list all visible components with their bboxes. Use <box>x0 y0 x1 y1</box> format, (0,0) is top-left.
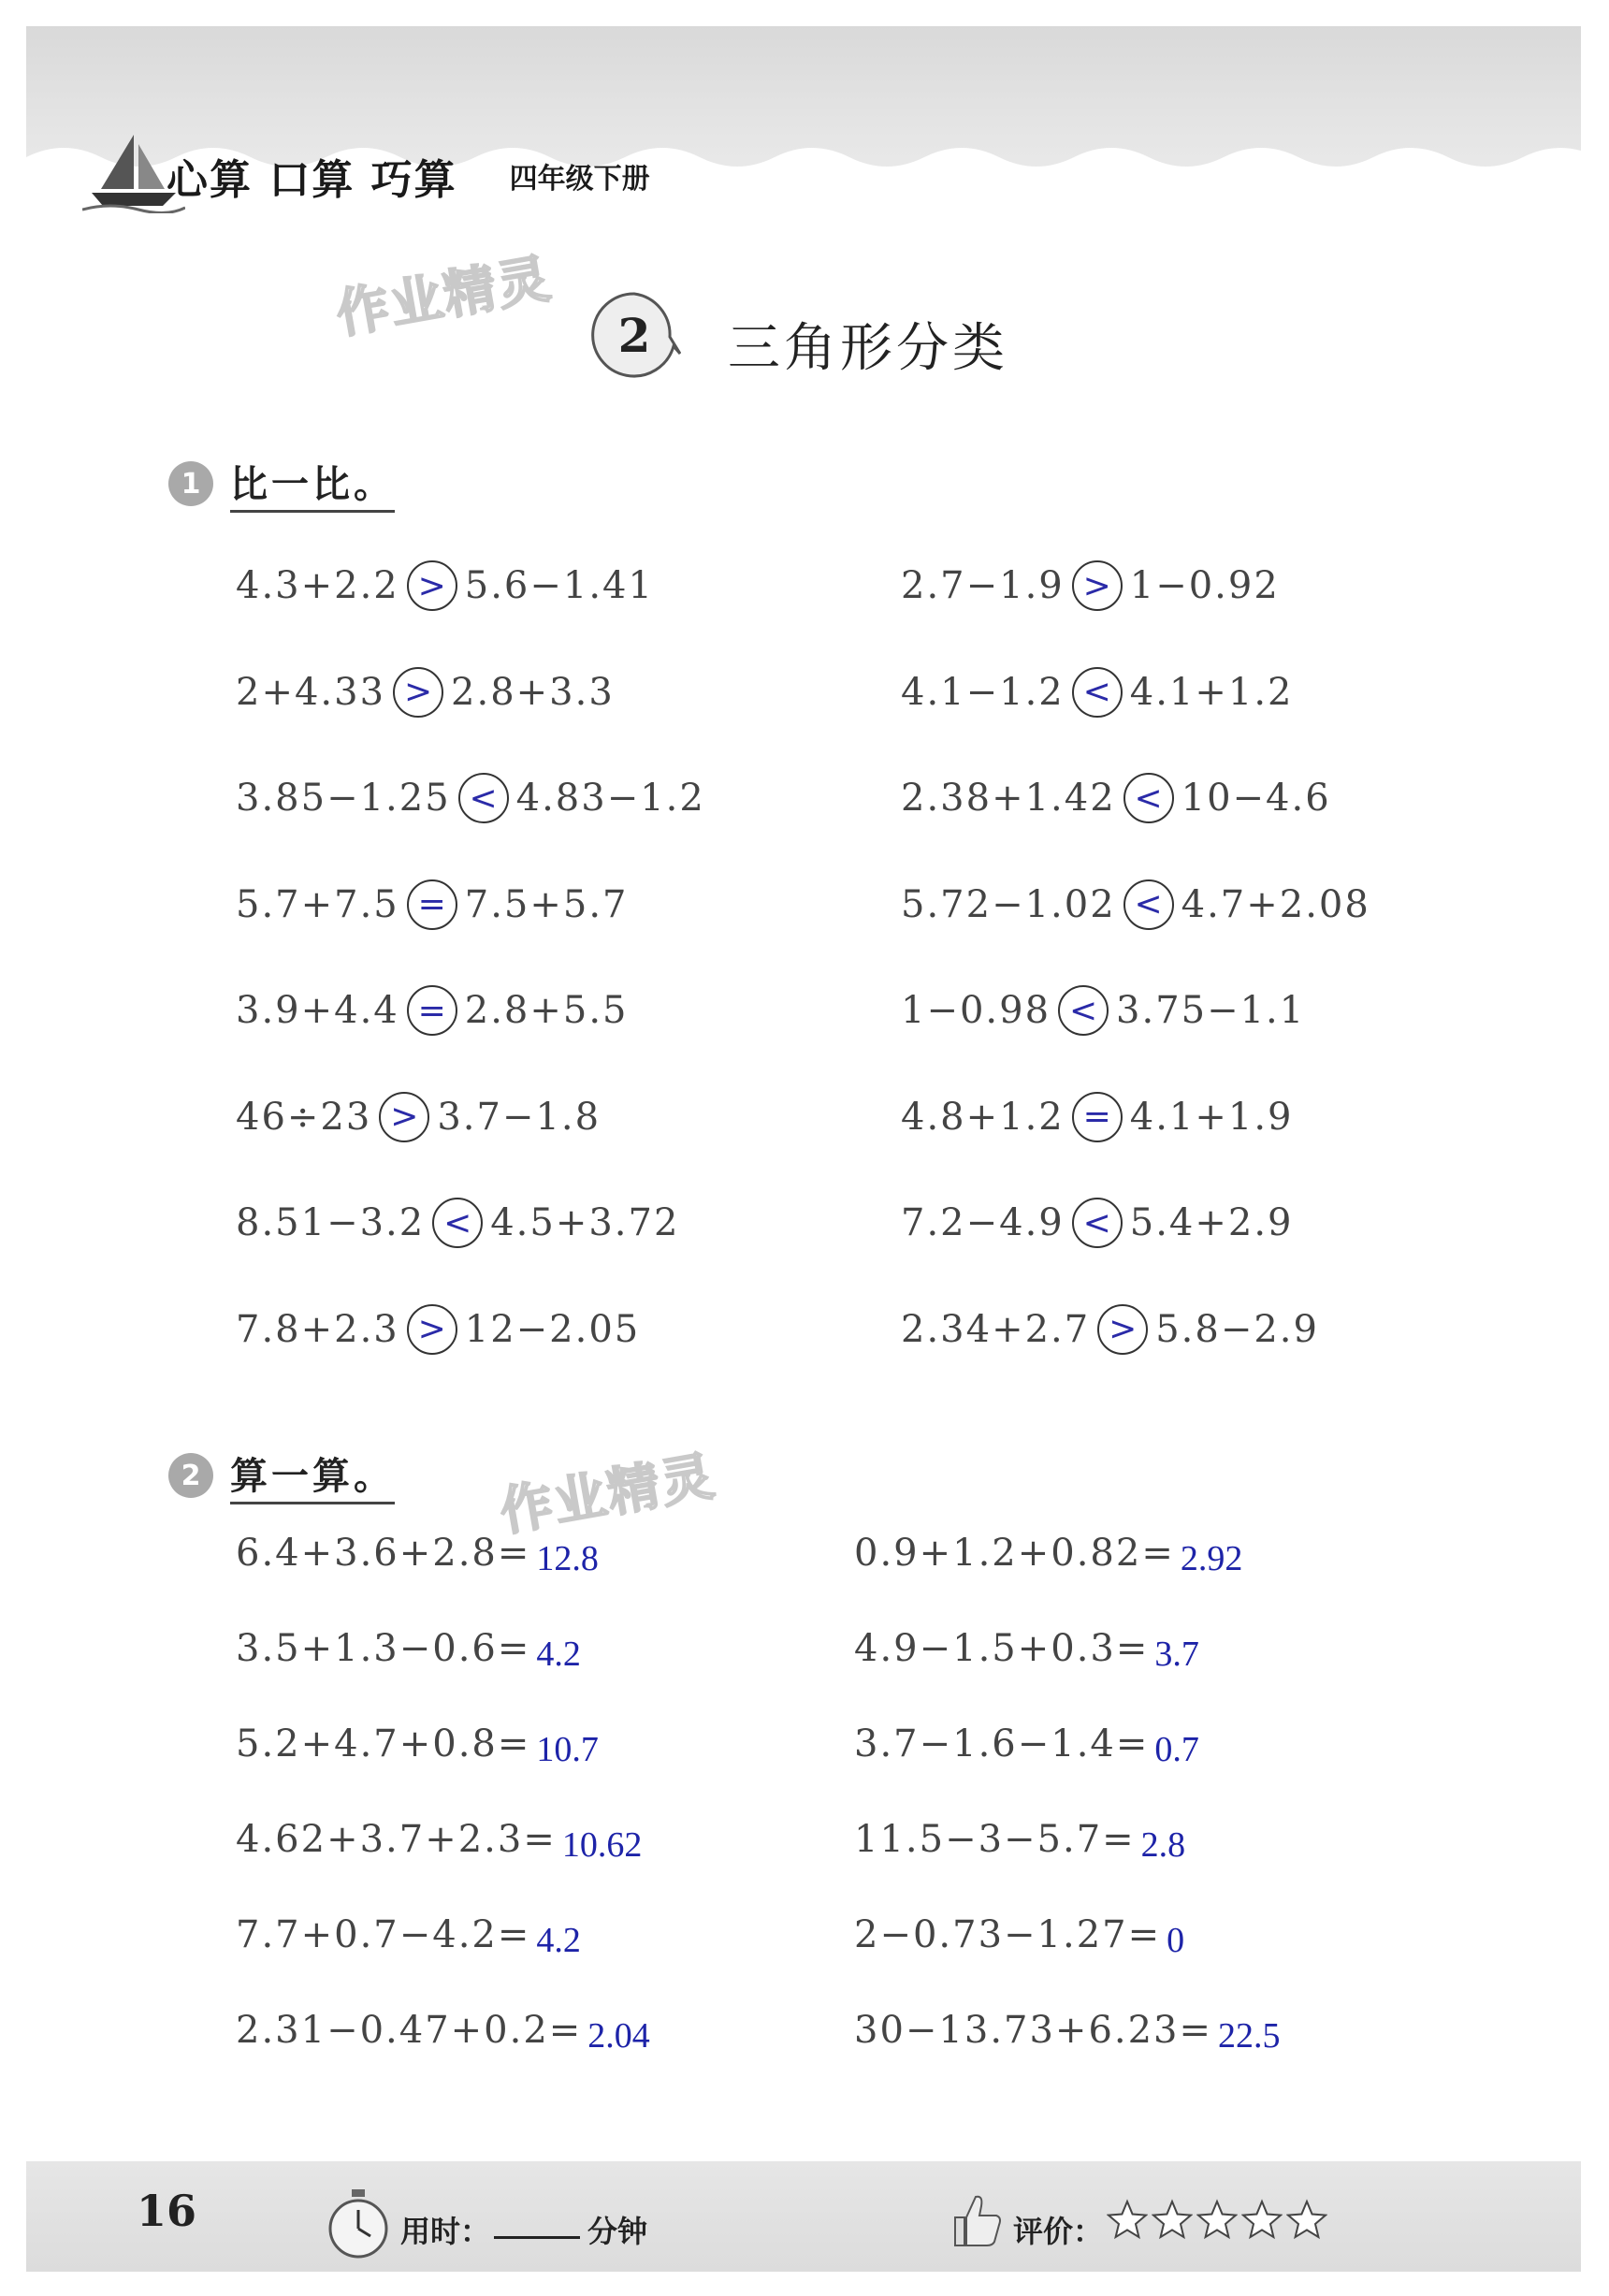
calc-answer[interactable]: 22.5 <box>1218 2016 1281 2056</box>
section-2-title: 算一算。 <box>230 1446 395 1504</box>
compare-item <box>236 768 705 828</box>
right-expression: 4.1+1.2 <box>1129 670 1294 714</box>
compare-item <box>901 1300 1319 1359</box>
calc-answer[interactable]: 3.7 <box>1154 1635 1199 1674</box>
comparison-answer-circle[interactable]: = <box>1072 1092 1123 1142</box>
calc-answer[interactable]: 10.62 <box>561 1825 643 1865</box>
compare-item <box>236 1087 601 1147</box>
comparison-answer-circle[interactable]: < <box>1072 667 1123 718</box>
star-icon[interactable] <box>1107 2199 1148 2240</box>
right-expression: 4.7+2.08 <box>1181 882 1370 926</box>
rating-label: 评价： <box>1013 2214 1104 2249</box>
calc-answer[interactable]: 2.8 <box>1140 1825 1186 1865</box>
calc-answer[interactable]: 10.7 <box>536 1730 599 1769</box>
compare-item <box>901 981 1305 1040</box>
section-2-heading <box>168 1446 395 1504</box>
lesson-title: 三角形分类 <box>728 318 1008 379</box>
compare-item <box>236 1300 640 1359</box>
calc-answer[interactable]: 2.04 <box>587 2016 650 2056</box>
lesson-number: 2 <box>617 307 651 363</box>
right-expression: 1−0.92 <box>1129 564 1280 607</box>
right-expression: 4.5+3.72 <box>490 1201 680 1244</box>
calc-answer[interactable]: 4.2 <box>536 1921 581 1960</box>
right-expression: 4.83−1.2 <box>515 777 705 820</box>
comparison-answer-circle[interactable]: > <box>407 1304 457 1355</box>
left-expression: 5.7+7.5 <box>236 882 399 926</box>
right-expression: 5.8−2.9 <box>1155 1307 1319 1351</box>
stopwatch-icon <box>326 2187 391 2260</box>
compare-item <box>901 556 1280 616</box>
comparison-answer-circle[interactable]: > <box>1097 1304 1148 1355</box>
comparison-answer-circle[interactable]: = <box>407 985 457 1036</box>
calc-answer[interactable]: 12.8 <box>536 1539 599 1578</box>
calc-item <box>854 1523 1242 1583</box>
left-expression: 2.34+2.7 <box>901 1307 1091 1351</box>
comparison-answer-circle[interactable]: < <box>1058 985 1109 1036</box>
section-1-heading <box>168 455 395 513</box>
star-icon[interactable] <box>1152 2199 1193 2240</box>
left-expression: 1−0.98 <box>901 989 1051 1032</box>
calc-answer[interactable]: 4.2 <box>536 1635 581 1674</box>
comparison-answer-circle[interactable]: > <box>379 1092 429 1142</box>
right-expression: 2.8+3.3 <box>451 670 615 714</box>
watermark: 作业精灵 <box>331 248 557 346</box>
comparison-answer-circle[interactable]: < <box>1072 1198 1123 1248</box>
calc-item <box>854 2000 1281 2060</box>
calc-answer[interactable]: 0 <box>1167 1921 1185 1960</box>
comparison-answer-circle[interactable]: > <box>407 560 457 611</box>
right-expression: 10−4.6 <box>1181 777 1331 820</box>
right-expression: 3.75−1.1 <box>1116 989 1306 1032</box>
thumbs-up-icon <box>948 2189 1004 2251</box>
compare-item <box>236 1193 679 1253</box>
comparison-answer-circle[interactable]: = <box>407 879 457 930</box>
left-expression: 8.51−3.2 <box>236 1201 426 1244</box>
calc-expression: 2.31−0.47+0.2= <box>236 2009 583 2052</box>
section-2-number-icon: 2 <box>168 1453 213 1498</box>
rating-stars[interactable] <box>1107 2199 1327 2240</box>
left-expression: 7.2−4.9 <box>901 1201 1065 1244</box>
calc-item <box>854 1809 1185 1869</box>
calc-expression: 4.9−1.5+0.3= <box>854 1627 1150 1670</box>
calc-item <box>236 1523 599 1583</box>
time-blank[interactable] <box>494 2236 580 2239</box>
left-expression: 2.38+1.42 <box>901 777 1116 820</box>
calc-item <box>236 1714 599 1774</box>
section-1-title: 比一比。 <box>230 455 395 513</box>
compare-item <box>901 768 1331 828</box>
grade-label: 四年级下册 <box>509 163 650 196</box>
compare-item <box>901 875 1370 935</box>
compare-item <box>236 875 629 935</box>
comparison-answer-circle[interactable]: < <box>1123 773 1174 823</box>
left-expression: 7.8+2.3 <box>236 1307 399 1351</box>
calc-item <box>236 1809 642 1869</box>
calc-expression: 4.62+3.7+2.3= <box>236 1818 557 1861</box>
compare-item <box>901 662 1294 722</box>
header-title <box>167 138 650 213</box>
left-expression: 3.9+4.4 <box>236 989 399 1032</box>
comparison-answer-circle[interactable]: < <box>458 773 509 823</box>
left-expression: 5.72−1.02 <box>901 882 1116 926</box>
right-expression: 12−2.05 <box>464 1307 641 1351</box>
left-expression: 4.1−1.2 <box>901 670 1065 714</box>
star-icon[interactable] <box>1196 2199 1238 2240</box>
comparison-answer-circle[interactable]: < <box>1123 879 1174 930</box>
left-expression: 2+4.33 <box>236 670 386 714</box>
star-icon[interactable] <box>1286 2199 1327 2240</box>
calc-item <box>236 1619 581 1678</box>
workbook-page <box>26 26 1581 2272</box>
calc-item <box>236 2000 650 2060</box>
compare-item <box>901 1087 1294 1147</box>
comparison-answer-circle[interactable]: < <box>432 1198 483 1248</box>
right-expression: 7.5+5.7 <box>464 882 629 926</box>
star-icon[interactable] <box>1241 2199 1283 2240</box>
compare-item <box>236 556 654 616</box>
comparison-answer-circle[interactable]: > <box>1072 560 1123 611</box>
left-expression: 3.85−1.25 <box>236 777 451 820</box>
calc-expression: 7.7+0.7−4.2= <box>236 1913 531 1956</box>
calc-expression: 3.7−1.6−1.4= <box>854 1722 1150 1766</box>
calc-item <box>854 1714 1199 1774</box>
comparison-answer-circle[interactable]: > <box>393 667 443 718</box>
calc-expression: 30−13.73+6.23= <box>854 2009 1213 2052</box>
page-number: 16 <box>136 2186 196 2236</box>
watermark: 作业精灵 <box>495 1446 720 1544</box>
calc-item <box>236 1905 581 1965</box>
brand-logo: 心算 口算 巧算 <box>167 156 457 204</box>
compare-item <box>901 1193 1294 1253</box>
calc-expression: 2−0.73−1.27= <box>854 1913 1162 1956</box>
compare-item <box>236 981 629 1040</box>
right-expression: 5.6−1.41 <box>464 564 654 607</box>
calc-expression: 3.5+1.3−0.6= <box>236 1627 531 1670</box>
calc-expression: 6.4+3.6+2.8= <box>236 1532 531 1575</box>
calc-answer[interactable]: 0.7 <box>1154 1730 1199 1769</box>
footer-band <box>26 2161 1581 2272</box>
right-expression: 5.4+2.9 <box>1129 1201 1294 1244</box>
calc-item <box>854 1619 1199 1678</box>
calc-expression: 0.9+1.2+0.82= <box>854 1532 1175 1575</box>
left-expression: 46÷23 <box>236 1095 372 1139</box>
calc-expression: 11.5−3−5.7= <box>854 1818 1136 1861</box>
right-expression: 4.1+1.9 <box>1129 1095 1294 1139</box>
left-expression: 4.8+1.2 <box>901 1095 1065 1139</box>
compare-item <box>236 662 615 722</box>
section-1-number-icon: 1 <box>168 461 213 506</box>
time-unit: 分钟 <box>587 2214 648 2249</box>
calc-answer[interactable]: 2.92 <box>1180 1539 1243 1578</box>
right-expression: 2.8+5.5 <box>464 989 629 1032</box>
left-expression: 2.7−1.9 <box>901 564 1065 607</box>
left-expression: 4.3+2.2 <box>236 564 399 607</box>
time-label: 用时： <box>400 2214 491 2249</box>
calc-expression: 5.2+4.7+0.8= <box>236 1722 531 1766</box>
right-expression: 3.7−1.8 <box>437 1095 602 1139</box>
calc-item <box>854 1905 1184 1965</box>
